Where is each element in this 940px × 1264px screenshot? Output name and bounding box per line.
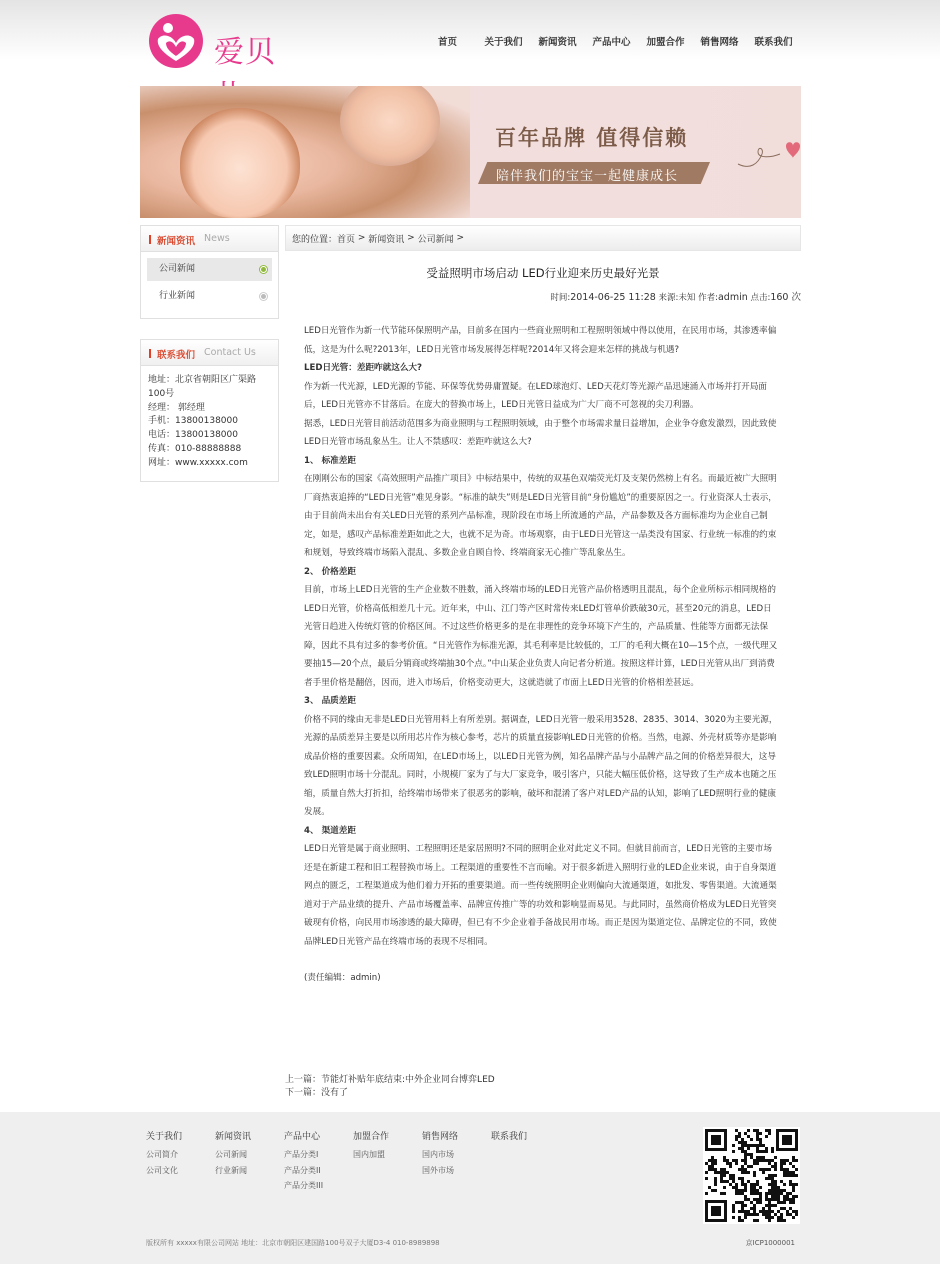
breadcrumb-news[interactable]: 新闻资讯 [368,234,405,245]
article-paragraph: LED日光管是属于商业照明、工程照明还是家居照明?不同的照明企业对此定义不同。但就目前而言，LED日光管的主要市场还是在新建工程和旧工程替换市场上。工程渠道的重要性不言而喻。对于很多新进入照明行业的LED企业来说，由于自身渠道网点的匮乏，工程渠道成为他们着力开拓的重要渠道。而一些传统照明企业则偏向大流通渠道，如批发、零售渠道。大流通渠道对于产品业绩的提升、产品市场覆盖率、品牌宣传推广等的功效和影响显而易见。与此同时，虽然商价格成为LED日光管突破现有价格，向民用市场渗透的最大障碍，但已有不少企业着手备战民用市场。而正是因为渠道定位、品牌定位的不同，致使品牌LED日光管产品在终端市场的表现不尽相同。 [304,844,777,947]
child-face-shape [180,108,300,218]
footer-link[interactable]: 公司新闻 [215,1150,247,1159]
news-category-list [141,252,278,318]
footer [0,1112,940,1264]
footer-col-sales [422,1129,491,1194]
bullet-icon [260,293,267,300]
prev-label: 上一篇： [285,1075,322,1085]
main-content [285,225,801,1098]
footer-col-about [146,1129,215,1194]
news-box-title-en: News [204,233,230,244]
news-category-box [140,225,279,319]
footer-link[interactable]: 产品分类III [284,1181,324,1190]
nav-sales[interactable]: 销售网络 [700,37,739,48]
footer-link[interactable]: 公司简介 [146,1150,178,1159]
nav-products[interactable]: 产品中心 [592,37,631,48]
article-heading: 2、 价格差距 [304,566,356,577]
meta-author: admin [717,292,748,303]
article-paragraph: 目前，市场上LED日光管的生产企业数不胜数，涌入终端市场的LED日光管产品价格透明且混乱，每个企业所标示相同规格的LED日光管，价格高低相差几十元。近年来，中山、江门等产区时常传来LED灯管单价跌破30元，甚至20元的消息，LED日光管日趋进入传统灯管的价格区间。不过这些价格更多的是在非理性的竞争环境下产生的，产品质量、性能等方面都无法保障，因此不具有过多的参考价值。“日光管作为标准光源，其毛利率是比较低的，工厂的毛利大概在10—15个点，一级代理又要抽15—20个点，最后分销商或终端抽30个点。”中山某企业负责人向记者分析道。按照这样计算，LED日光管从出厂到消费者手里价格是翻倍，因而，进入市场后，价格变动更大，这就造就了市面上LED日光管的价格相差甚远。 [304,585,778,688]
meta-source: 未知 [678,293,696,303]
nav-about[interactable]: 关于我们 [484,37,523,48]
footer-link[interactable]: 产品分类I [284,1150,319,1159]
breadcrumb-company-news[interactable]: 公司新闻 [417,234,454,245]
sidebar-item-label: 公司新闻 [159,264,196,274]
footer-link[interactable]: 公司文化 [146,1165,178,1175]
footer-col-title[interactable]: 销售网络 [422,1132,459,1142]
breadcrumb-home[interactable]: 首页 [337,234,356,245]
prev-next-links [285,1074,495,1100]
breadcrumb-separator: > [404,233,418,243]
contact-mobile: 手机：13800138000 [148,416,238,427]
article-meta [285,289,801,303]
prev-article [285,1074,495,1087]
footer-link[interactable]: 行业新闻 [215,1165,247,1175]
header [140,0,801,80]
heart-swirl-icon [736,134,800,174]
nav-franchise[interactable]: 加盟合作 [646,37,685,48]
banner [140,86,801,218]
contact-address: 地址：北京省朝阳区广渠路100号 [148,375,257,399]
contact-box-header [141,340,278,366]
contact-box-title: 联系我们 [157,350,196,361]
article-body [304,322,780,988]
banner-title: 百年品牌 值得信赖 [495,126,689,150]
meta-time: 2014-06-25 11:28 [570,292,656,303]
nav-news[interactable]: 新闻资讯 [538,37,577,48]
breadcrumb [285,225,801,251]
next-label: 下一篇： [285,1088,322,1098]
footer-link[interactable]: 国内加盟 [353,1150,385,1159]
breadcrumb-separator: > [355,233,369,243]
article-editor: (责任编辑：admin) [304,973,381,983]
next-article-value: 没有了 [321,1088,349,1098]
meta-hits: 160 次 [770,292,801,303]
footer-col-title[interactable]: 新闻资讯 [215,1132,252,1142]
footer-col-news [215,1129,284,1194]
footer-col-franchise [353,1129,422,1194]
footer-col-title[interactable]: 关于我们 [146,1132,183,1142]
article-paragraph: 价格不同的缘由无非是LED日光管用料上有所差别。据调查，LED日光管一般采用3528、2835、3014、3020为主要光源，光源的品质差异主要是以所用芯片作为核心参考，芯片的质量直接影响LED日光管的价格。当然，电源、外壳材质等亦是影响成品价格的重要因素。众所周知，在LED市场上，以LED日光管为例，知名品牌产品与小品牌产品之间的价格差异很大，这导致LED照明市场十分混乱。同时，小规模厂家为了与大厂家竞争，吸引客户，只能大幅压低价格，这导致了生产成本也随之压缩，质量自然大打折扣，给终端市场带来了很恶劣的影响，破坏和混淆了客户对LED产品的认知，影响了LED照明行业的健康发展。 [304,714,778,817]
contact-box-title-en: Contact Us [204,347,256,358]
article-title: 受益照明市场启动 LED行业迎来历史最好光景 [426,266,660,280]
meta-hits-label: 点击: [750,293,771,303]
next-article [285,1087,495,1100]
contact-fax: 传真：010-88888888 [148,443,242,454]
article-paragraph: 在刚刚公布的国家《高效照明产品推广项目》中标结果中，传统的双基色双端荧光灯及支架仍然榜上有名。而最近被广大照明厂商热衷追捧的“LED日光管”难见身影。“标准的缺失”则是LED日光管目前“身份尴尬”的重要原因之一。行业资深人士表示，由于目前尚未出台有关LED日光管的系列产品标准，现阶段在市场上所流通的产品，产品参数及各方面标准均为企业自己制定，如是，感叹产品标准差距如此之大，也就不足为奇。市场观察，由于LED日光管这一品类没有国家、行业统一标准的约束和规划，导致终端市场陷入混乱、多数企业自顾自怜、终端商家无心推广等乱象丛生。 [304,474,777,558]
contact-website[interactable]: 网址：www.xxxxx.com [148,457,248,468]
mother-face-shape [340,86,440,166]
copyright-text: 版权所有 xxxxx有限公司网站 地址：北京市朝阳区建国路100号双子大厦D3-4 010-8989898 [146,1239,440,1247]
footer-columns [146,1129,560,1194]
footer-col-title[interactable]: 联系我们 [491,1132,528,1142]
icp-number[interactable]: 京ICP1000001 [745,1239,795,1247]
header-bar-marker [149,349,151,358]
meta-source-label: 来源: [658,293,679,303]
article-paragraph: 作为新一代光源，LED光源的节能、环保等优势毋庸置疑。在LED球泡灯、LED天花灯等光源产品迅速涌入市场并打开局面后，LED日光管亦不甘落后。在庞大的替换市场上，LED日光管日益成为广大厂商不可忽视的尖刀利器。 [304,381,768,410]
contact-phone: 电话：13800138000 [148,430,238,441]
article-heading: 3、 品质差距 [304,696,356,706]
contact-box [140,339,279,482]
footer-col-title[interactable]: 产品中心 [284,1132,321,1142]
bullet-icon [260,266,267,273]
contact-info [141,366,278,481]
qr-code-icon [703,1127,800,1224]
banner-photo [140,86,470,218]
breadcrumb-separator: > [453,233,467,243]
header-bar-marker [149,235,151,244]
footer-link[interactable]: 国外市场 [422,1165,454,1175]
news-box-header [141,226,278,252]
main-nav [419,30,801,56]
article-heading: 4、 渠道差距 [304,825,356,836]
article-paragraph: LED日光管作为新一代节能环保照明产品，目前多在国内一些商业照明和工程照明领域中得以使用，在民用市场，其渗透率偏低，这是为什么呢?2013年，LED日光管市场发展得怎样呢?2014年又将会迎来怎样的挑战与机遇? [304,326,777,355]
footer-col-title[interactable]: 加盟合作 [353,1132,390,1142]
news-box-title: 新闻资讯 [157,236,196,247]
nav-home[interactable]: 首页 [437,37,457,48]
prev-article-link[interactable]: 节能灯补贴年底结束:中外企业同台博弈LED [321,1075,495,1085]
footer-col-products [284,1129,353,1194]
sidebar-item-industry-news[interactable] [147,285,272,308]
sidebar [140,225,279,482]
article-heading: 1、 标准差距 [304,455,356,466]
footer-link[interactable]: 产品分类II [284,1165,321,1175]
logo[interactable] [148,13,293,69]
logo-text: 爱贝 [214,35,276,70]
breadcrumb-prefix: 您的位置： [292,234,338,245]
heart-logo-icon [148,13,204,69]
sidebar-item-company-news[interactable] [147,258,272,281]
footer-link[interactable]: 国内市场 [422,1150,454,1159]
meta-author-label: 作者: [698,293,718,303]
banner-subtitle: 陪伴我们的宝宝一起健康成长 [496,169,679,184]
meta-time-label: 时间: [550,293,571,303]
article-paragraph: 据悉，LED日光管目前活动范围多为商业照明与工程照明领域，由于整个市场需求量日益增加，企业争夺愈发激烈，因此致使LED日光管市场乱象丛生。让人不禁感叹：差距咋就这么大? [304,418,777,447]
article-heading: LED日光管：差距咋就这么大? [304,363,422,373]
contact-manager: 经理： 郭经理 [148,402,205,413]
nav-contact[interactable]: 联系我们 [754,37,793,48]
sidebar-item-label: 行业新闻 [159,291,196,301]
footer-col-contact [491,1129,560,1194]
